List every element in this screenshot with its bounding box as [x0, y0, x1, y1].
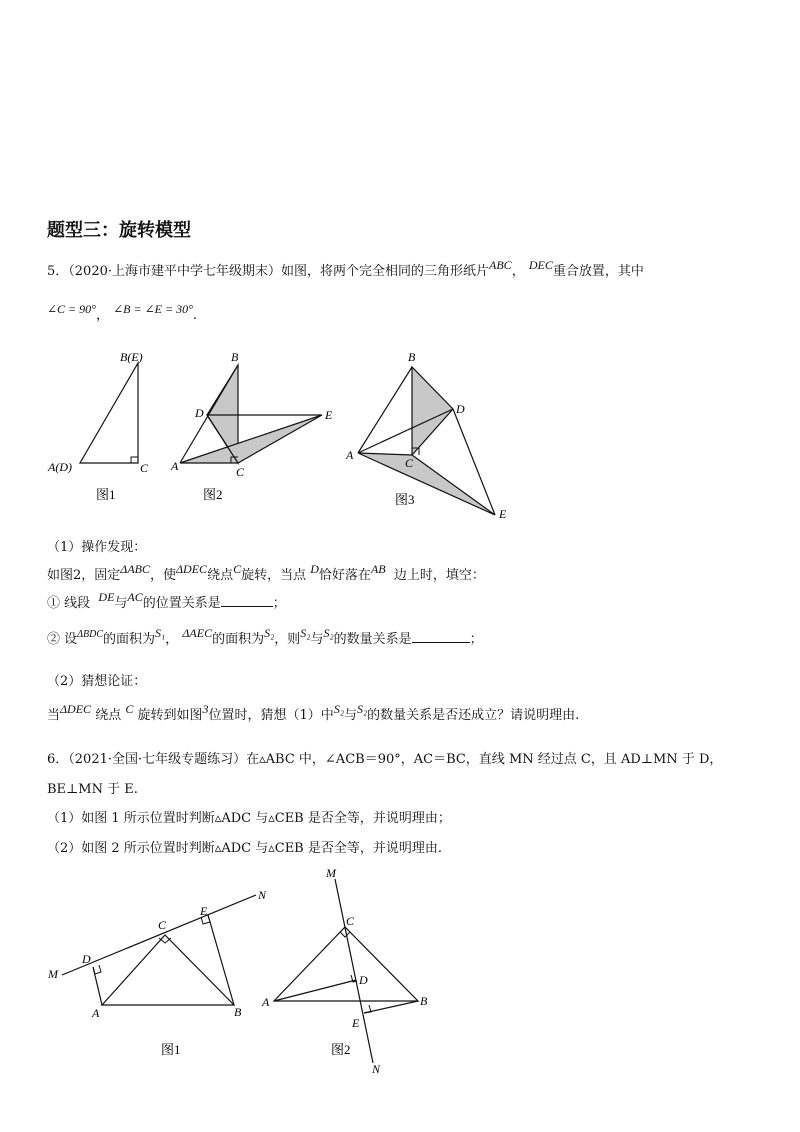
- section-title: 题型三：旋转模型: [47, 220, 191, 241]
- fig2-shaded-aec: [180, 415, 322, 463]
- q5-q2-c: ，: [165, 632, 179, 647]
- q6-figure-1: [47, 888, 267, 1057]
- q5-q1: [47, 590, 286, 613]
- q5-source: （2020·上海市建平中学七年级期末）: [68, 264, 281, 279]
- q5-s2-ref-b: S₂: [323, 626, 334, 640]
- q6f2-seg-ad: [274, 980, 356, 1001]
- q5-pt-d: D: [310, 562, 319, 576]
- q5-p2-pt-c: C: [125, 702, 134, 716]
- q5-p2-a: 当: [47, 708, 61, 723]
- fig3-label-c: C: [405, 456, 414, 470]
- q6-sub2: （2）如图 2 所示位置时判断▵ADC 与▵CEB 是否全等，并说明理由.: [47, 841, 443, 856]
- fig2-label-c: C: [236, 465, 245, 479]
- q5-tri-aec: ΔAEC: [182, 626, 213, 640]
- q5-s2: S₂: [264, 626, 275, 640]
- q5-p2-e: 与: [343, 708, 357, 723]
- q6f2-label-m: M: [326, 866, 336, 880]
- q5-cond-c: ∠C = 90°: [47, 302, 96, 316]
- fig3-label-d: D: [456, 402, 465, 416]
- q6f2-seg-be: [364, 1001, 418, 1013]
- q5-tri-bdc: ΔBDC: [77, 629, 104, 640]
- q6-figures: [40, 865, 500, 1080]
- fig2-label-b: B: [231, 350, 239, 364]
- q6f1-label-a: A: [92, 1006, 100, 1020]
- fig1-caption: 图1: [96, 487, 116, 502]
- q5-p1-c: 绕点: [207, 568, 234, 583]
- q5-q2-f: 与: [310, 632, 324, 647]
- q5-part1-text: [47, 562, 485, 585]
- q6f1-label-b: B: [234, 1005, 242, 1019]
- q6f1-label-m: M: [48, 967, 58, 981]
- q5-q1-answer-blank[interactable]: [221, 594, 273, 607]
- q6f2-line-mn: [335, 879, 373, 1063]
- fig3-label-b: B: [408, 350, 416, 364]
- q6f2-caption: 图2: [331, 1042, 351, 1057]
- q5-dec: DEC: [528, 258, 553, 272]
- q5-seg-ab: AB: [370, 562, 386, 576]
- q5-q1-b: 与: [114, 596, 128, 611]
- q5-q2: [47, 626, 483, 650]
- fig3-shaded-bdc: [412, 367, 453, 455]
- figure-2: [170, 350, 333, 502]
- q6f2-label-b: B: [420, 994, 428, 1008]
- q5-p2-c: 旋转到如图: [137, 708, 203, 723]
- fig2-caption: 图2: [203, 487, 223, 502]
- q6f1-triangle-abc: [102, 935, 234, 1005]
- q5-s1: S₁: [155, 626, 166, 640]
- q5-p2-f: 的数量关系是否还成立？请说明理由.: [367, 708, 580, 723]
- q5-fig-num: 3: [202, 702, 209, 716]
- fig3-label-e: E: [499, 507, 507, 521]
- q5-p2-d: 位置时，猜想（1）中: [208, 708, 334, 723]
- q5-seg-de: DE: [98, 590, 115, 604]
- q6f1-right-angle-d: [93, 965, 101, 974]
- q5-part2-title: （2）猜想论证：: [47, 674, 147, 689]
- q5-line1: [47, 258, 644, 281]
- q5-p2-s2-a: S₂: [333, 702, 344, 716]
- q5-p2-b: 绕点: [95, 708, 122, 723]
- q5-q2-a: ② 设: [47, 632, 78, 647]
- q6-figure-2: [261, 866, 428, 1076]
- q5-q1-a: ① 线段: [47, 596, 91, 611]
- q6-line2: BE⊥MN 于 E.: [47, 782, 138, 797]
- q6-line1: 6．（2021·全国·七年级专题练习）在▵ABC 中，∠ACB＝90°，AC＝BC，直线 MN 经过点 C，且 AD⊥MN 于 D，: [47, 752, 723, 767]
- q5-q2-g: 的数量关系是: [333, 632, 412, 647]
- q5-seg-ac: AC: [127, 590, 143, 604]
- q6f2-label-n: N: [372, 1062, 381, 1076]
- q5-p1-f: 边上时，填空：: [393, 568, 485, 583]
- figure-1: [47, 350, 149, 502]
- q5-tri-abc: ΔABC: [120, 562, 150, 576]
- fig2-label-e: E: [325, 408, 333, 422]
- q5-sep: ，: [511, 264, 525, 279]
- fig1-label-be: B(E): [120, 350, 143, 364]
- q5-number: 5．: [47, 264, 69, 279]
- q6f2-label-a: A: [262, 995, 270, 1009]
- q5-line1-text: 如图，将两个完全相同的三角形纸片: [281, 264, 490, 279]
- q6f2-label-e: E: [352, 1016, 360, 1030]
- q5-pt-c: C: [233, 562, 242, 576]
- q5-tri-dec: ΔDEC: [176, 562, 208, 576]
- fig1-label-c: C: [140, 461, 149, 475]
- q5-s2-ref-a: S₂: [300, 626, 311, 640]
- q5-q2-e: ，则: [274, 632, 301, 647]
- q5-comma: ，: [95, 308, 109, 323]
- q5-figures: [40, 345, 520, 525]
- q5-p1-d: 旋转，当点: [241, 568, 307, 583]
- q5-p1-a: 如图2，固定: [47, 568, 121, 583]
- fig2-label-d: D: [195, 406, 204, 420]
- q5-period: .: [192, 308, 198, 323]
- figure-3: [345, 350, 507, 521]
- fig3-caption: 图3: [395, 492, 415, 507]
- q5-q2-d: 的面积为: [212, 632, 265, 647]
- q5-q2-b: 的面积为: [103, 632, 156, 647]
- q5-p1-e: 恰好落在: [318, 568, 371, 583]
- fig1-triangle: [80, 363, 138, 463]
- q6f2-right-angle-c: [340, 932, 350, 937]
- q6f1-label-d: D: [82, 952, 91, 966]
- q5-q2-answer-blank[interactable]: [412, 630, 470, 643]
- q5-line1-end: 重合放置，其中: [552, 264, 644, 279]
- q6f1-caption: 图1: [161, 1042, 181, 1057]
- q5-q1-c: 的位置关系是: [142, 596, 221, 611]
- fig2-label-a: A: [171, 459, 179, 473]
- q5-q1-end: ；: [272, 596, 286, 611]
- q6-sub1: （1）如图 1 所示位置时判断▵ADC 与▵CEB 是否全等，并说明理由；: [47, 811, 451, 826]
- q5-part1-title: （1）操作发现：: [47, 540, 147, 555]
- q5-q2-end: ；: [469, 632, 483, 647]
- fig1-label-ad: A(D): [48, 460, 72, 474]
- q6f2-triangle-abc: [274, 927, 418, 1001]
- q6f1-label-e: E: [200, 904, 208, 918]
- q5-part2-text: [47, 702, 580, 725]
- q5-cond-be: ∠B = ∠E = 30°: [113, 302, 193, 316]
- q5-p2-tri-dec: ΔDEC: [60, 702, 92, 716]
- q6f1-line-mn: [62, 895, 256, 975]
- q6f2-label-d: D: [359, 973, 368, 987]
- fig3-label-a: A: [346, 448, 354, 462]
- q6f1-label-n: N: [258, 888, 267, 902]
- q5-p2-s2-b: S₂: [357, 702, 368, 716]
- q6f2-label-c: C: [346, 914, 355, 928]
- q5-p1-b: ，使: [150, 568, 177, 583]
- fig1-right-angle: [131, 457, 138, 463]
- q6f1-label-c: C: [158, 918, 167, 932]
- q5-line2: [47, 302, 198, 325]
- q5-abc: ABC: [489, 258, 512, 272]
